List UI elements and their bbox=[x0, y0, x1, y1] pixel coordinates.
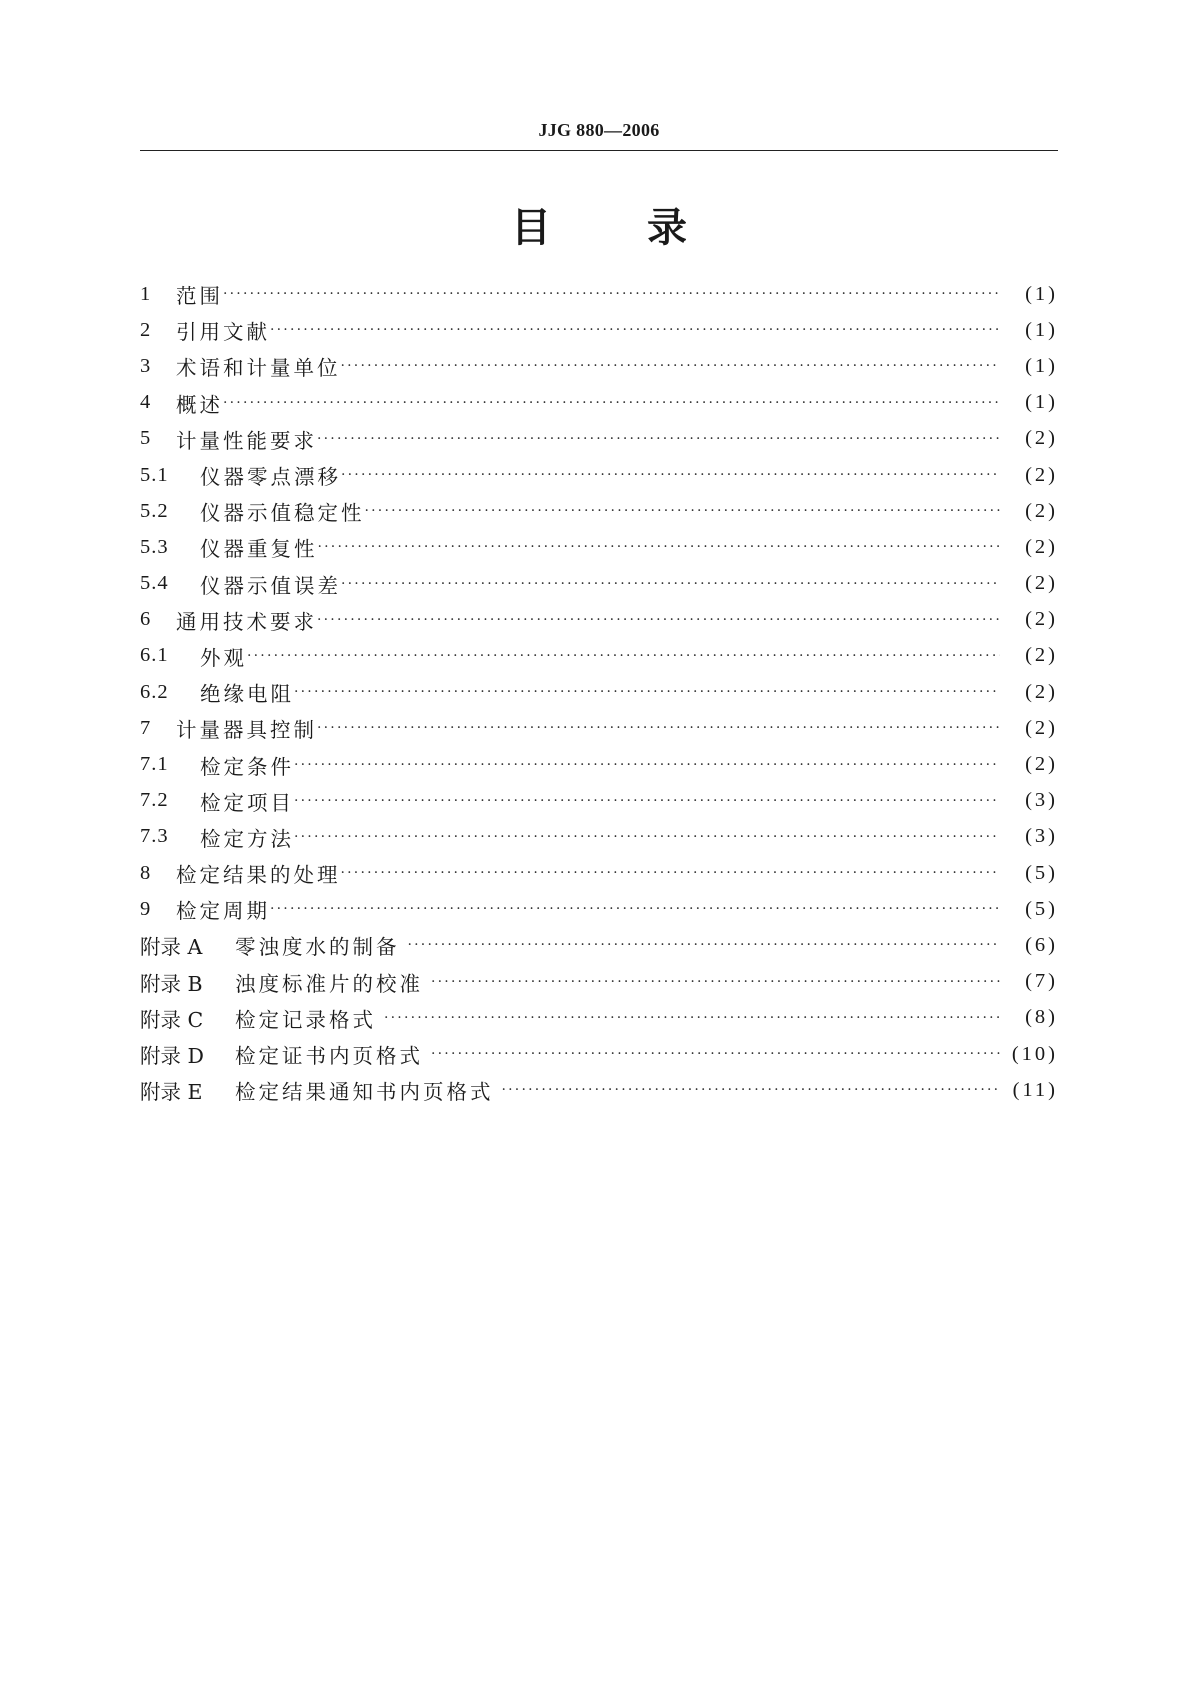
toc-dot-leader bbox=[270, 322, 1000, 338]
toc-entry-label: 仪器零点漂移 bbox=[200, 465, 341, 490]
toc-entry-page: (2) bbox=[1025, 716, 1058, 739]
toc-dot-leader bbox=[270, 901, 1000, 917]
toc-entry[interactable] bbox=[140, 348, 1058, 384]
toc-entry-page: (2) bbox=[1025, 572, 1058, 595]
toc-entry-page: (5) bbox=[1025, 897, 1058, 920]
toc-entry[interactable] bbox=[140, 674, 1058, 710]
toc-entry[interactable] bbox=[140, 1072, 1058, 1108]
toc-dot-leader bbox=[431, 1046, 1000, 1062]
toc-dot-leader bbox=[502, 1082, 1001, 1098]
toc-entry-number: 6 bbox=[140, 608, 152, 631]
toc-entry[interactable] bbox=[140, 566, 1058, 602]
toc-entry-number: 6.1 bbox=[140, 644, 169, 667]
toc-entry-number: 5.3 bbox=[140, 535, 169, 558]
toc-entry-number: 1 bbox=[140, 282, 152, 305]
toc-entry-page: (6) bbox=[1025, 933, 1058, 956]
toc-entry-label: 检定项目 bbox=[200, 790, 294, 815]
toc-entry-label: 检定结果通知书内页格式 bbox=[235, 1080, 494, 1105]
toc-entry[interactable] bbox=[140, 1036, 1058, 1072]
toc-entry[interactable] bbox=[140, 783, 1058, 819]
toc-entry-number: 7.3 bbox=[140, 825, 169, 848]
toc-entry[interactable] bbox=[140, 602, 1058, 638]
toc-entry-label: 检定证书内页格式 bbox=[235, 1044, 423, 1069]
toc-entry-number: 5.4 bbox=[140, 572, 169, 595]
toc-entry-number: 附录 D bbox=[140, 1044, 204, 1069]
toc-entry-number: 附录 C bbox=[140, 1007, 204, 1032]
toc-entry-page: (5) bbox=[1025, 861, 1058, 884]
toc-entry-page: (3) bbox=[1025, 825, 1058, 848]
toc-entry-number: 9 bbox=[140, 897, 152, 920]
toc-entry-label: 仪器示值稳定性 bbox=[200, 501, 365, 526]
toc-dot-leader bbox=[317, 720, 1000, 736]
toc-entry-label: 检定方法 bbox=[200, 826, 294, 851]
toc-entry-label: 检定条件 bbox=[200, 754, 294, 779]
toc-dot-leader bbox=[341, 467, 1000, 483]
toc-dot-leader bbox=[408, 937, 1001, 953]
toc-dot-leader bbox=[294, 757, 1000, 773]
toc-dot-leader bbox=[341, 576, 1000, 592]
toc-entry[interactable] bbox=[140, 421, 1058, 457]
toc-entry-label: 浊度标准片的校准 bbox=[235, 971, 423, 996]
toc-dot-leader bbox=[223, 286, 1000, 302]
toc-entry[interactable] bbox=[140, 385, 1058, 421]
toc-entry-label: 仪器示值误差 bbox=[200, 573, 341, 598]
toc-entry-label: 术语和计量单位 bbox=[176, 356, 341, 381]
toc-entry[interactable] bbox=[140, 1000, 1058, 1036]
toc-entry[interactable] bbox=[140, 638, 1058, 674]
toc-dot-leader bbox=[341, 865, 1001, 881]
toc-entry-number: 8 bbox=[140, 861, 152, 884]
toc-entry-page: (1) bbox=[1025, 391, 1058, 414]
toc-entry-page: (8) bbox=[1025, 1006, 1058, 1029]
toc-entry-label: 范围 bbox=[176, 284, 223, 309]
toc-dot-leader bbox=[247, 648, 1000, 664]
toc-entry-label: 零浊度水的制备 bbox=[235, 935, 400, 960]
toc-entry-label: 检定记录格式 bbox=[235, 1007, 376, 1032]
toc-dot-leader bbox=[223, 395, 1000, 411]
toc-entry-label: 绝缘电阻 bbox=[200, 682, 294, 707]
toc-entry-page: (2) bbox=[1025, 463, 1058, 486]
toc-entry[interactable] bbox=[140, 529, 1058, 565]
toc-entry-number: 附录 E bbox=[140, 1080, 203, 1105]
toc-entry[interactable] bbox=[140, 276, 1058, 312]
toc-entry-page: (2) bbox=[1025, 680, 1058, 703]
toc-entry-label: 外观 bbox=[200, 645, 247, 670]
toc-entry-number: 4 bbox=[140, 391, 152, 414]
toc-dot-leader bbox=[317, 431, 1000, 447]
toc-entry[interactable] bbox=[140, 312, 1058, 348]
header-rule bbox=[140, 150, 1058, 151]
toc-entry-label: 检定结果的处理 bbox=[176, 863, 341, 888]
toc-entry-page: (2) bbox=[1025, 427, 1058, 450]
toc-entry-number: 2 bbox=[140, 318, 152, 341]
table-of-contents bbox=[140, 276, 1058, 1108]
toc-entry-page: (3) bbox=[1025, 789, 1058, 812]
toc-entry[interactable] bbox=[140, 927, 1058, 963]
toc-entry[interactable] bbox=[140, 855, 1058, 891]
toc-entry-number: 5.2 bbox=[140, 499, 169, 522]
toc-title-char-1: 目 bbox=[511, 205, 551, 251]
toc-entry-number: 7.1 bbox=[140, 753, 169, 776]
toc-dot-leader bbox=[431, 974, 1000, 990]
toc-entry[interactable] bbox=[140, 493, 1058, 529]
toc-dot-leader bbox=[365, 503, 1001, 519]
toc-entry-page: (11) bbox=[1012, 1078, 1058, 1101]
toc-entry-page: (7) bbox=[1025, 970, 1058, 993]
toc-dot-leader bbox=[294, 793, 1000, 809]
toc-entry-number: 3 bbox=[140, 354, 152, 377]
toc-entry-number: 6.2 bbox=[140, 680, 169, 703]
toc-entry-label: 检定周期 bbox=[176, 899, 270, 924]
toc-entry-number: 5.1 bbox=[140, 463, 169, 486]
toc-entry-page: (2) bbox=[1025, 499, 1058, 522]
toc-entry-label: 计量器具控制 bbox=[176, 718, 317, 743]
toc-entry[interactable] bbox=[140, 819, 1058, 855]
toc-entry-number: 5 bbox=[140, 427, 152, 450]
toc-dot-leader bbox=[294, 684, 1000, 700]
toc-entry[interactable] bbox=[140, 457, 1058, 493]
toc-title-char-2: 录 bbox=[647, 205, 687, 251]
toc-entry-page: (2) bbox=[1025, 608, 1058, 631]
toc-dot-leader bbox=[294, 829, 1000, 845]
toc-entry[interactable] bbox=[140, 891, 1058, 927]
toc-entry-number: 附录 B bbox=[140, 971, 203, 996]
toc-entry-page: (1) bbox=[1025, 282, 1058, 305]
document-code-header: JJG 880—2006 bbox=[538, 120, 660, 140]
toc-entry-page: (1) bbox=[1025, 354, 1058, 377]
toc-title bbox=[140, 196, 1058, 253]
toc-entry-number: 附录 A bbox=[140, 935, 203, 960]
toc-entry-label: 计量性能要求 bbox=[176, 428, 317, 453]
toc-entry[interactable] bbox=[140, 964, 1058, 1000]
toc-dot-leader bbox=[318, 539, 1001, 555]
toc-entry-number: 7 bbox=[140, 716, 152, 739]
toc-entry[interactable] bbox=[140, 710, 1058, 746]
toc-dot-leader bbox=[384, 1010, 1000, 1026]
toc-entry-page: (2) bbox=[1025, 644, 1058, 667]
toc-entry-page: (2) bbox=[1025, 535, 1058, 558]
toc-dot-leader bbox=[341, 358, 1001, 374]
toc-entry-label: 概述 bbox=[176, 392, 223, 417]
toc-entry-page: (2) bbox=[1025, 753, 1058, 776]
toc-entry-label: 通用技术要求 bbox=[176, 609, 317, 634]
toc-entry-number: 7.2 bbox=[140, 789, 169, 812]
toc-dot-leader bbox=[317, 612, 1000, 628]
toc-entry-page: (10) bbox=[1011, 1042, 1058, 1065]
toc-entry-page: (1) bbox=[1025, 318, 1058, 341]
toc-entry-label: 仪器重复性 bbox=[200, 537, 318, 562]
toc-entry-label: 引用文献 bbox=[176, 320, 270, 345]
toc-entry[interactable] bbox=[140, 746, 1058, 782]
